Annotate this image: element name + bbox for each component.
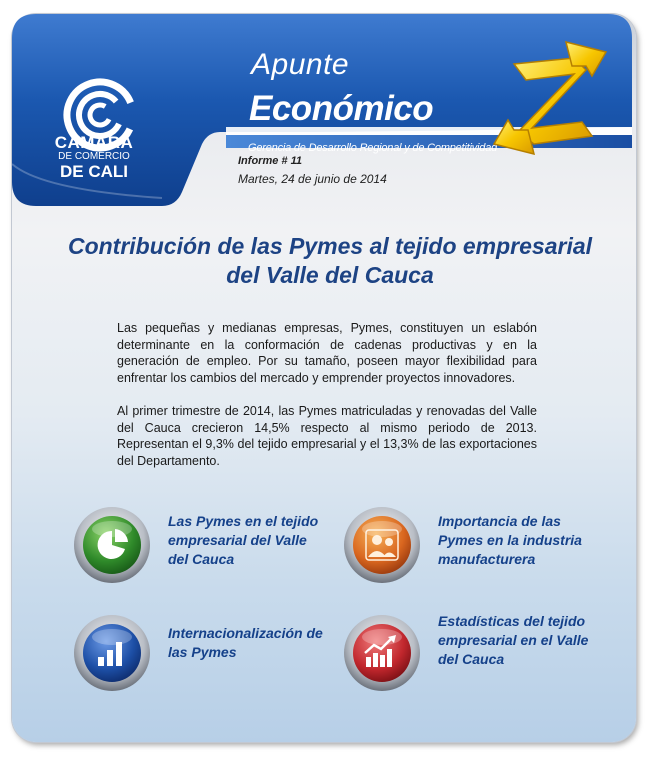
report-date: Martes, 24 de junio de 2014	[238, 172, 387, 186]
logo-line-2: DE COMERCIO	[58, 151, 130, 162]
pymes-tejido-orb-button[interactable]	[72, 505, 152, 585]
department-subtitle: Gerencia de Desarrollo Regional y de Competitividad	[248, 142, 498, 154]
estadisticas-orb-button[interactable]	[342, 613, 422, 693]
camara-logo-text	[32, 134, 156, 180]
link-estadisticas[interactable]: Estadísticas del tejido empresarial en el Valle del Cauca	[438, 613, 589, 667]
page-title: Contribución de las Pymes al tejido empresarial del Valle del Cauca	[67, 233, 593, 288]
link-pymes-industria[interactable]: Importancia de las Pymes en la industria manufacturera	[438, 513, 582, 567]
report-number: Informe # 11	[238, 155, 302, 167]
intro-paragraph: Las pequeñas y medianas empresas, Pymes, constituyen un eslabón determinante en la conformación de cadenas productivas y en la generación de empleo. Por su tamaño, poseen mayor flexibilidad para enfrentar los cambios del mercado y emprender proyectos innovadores.	[117, 321, 537, 385]
logo-line-1: CAMARA	[54, 133, 134, 152]
link-internacionalizacion[interactable]: Internacionalización de las Pymes	[168, 625, 323, 660]
stats-paragraph: Al primer trimestre de 2014, las Pymes matriculadas y renovadas del Valle del Cauca crecieron 14,5% respecto al mismo periodo de 2013. Representan el 9,3% del tejido empresarial y el 13,3% de las exportaciones del Departamento.	[117, 404, 537, 468]
z-arrow-logo-icon	[474, 36, 624, 196]
internacionalizacion-orb-button[interactable]	[72, 613, 152, 693]
publication-title-line2: Económico	[249, 89, 434, 128]
publication-title-line1: Apunte	[251, 48, 350, 81]
link-pymes-tejido[interactable]: Las Pymes en el tejido empresarial del Valle del Cauca	[168, 513, 319, 567]
logo-line-3: DE CALI	[60, 162, 128, 181]
pymes-industria-orb-button[interactable]	[342, 505, 422, 585]
